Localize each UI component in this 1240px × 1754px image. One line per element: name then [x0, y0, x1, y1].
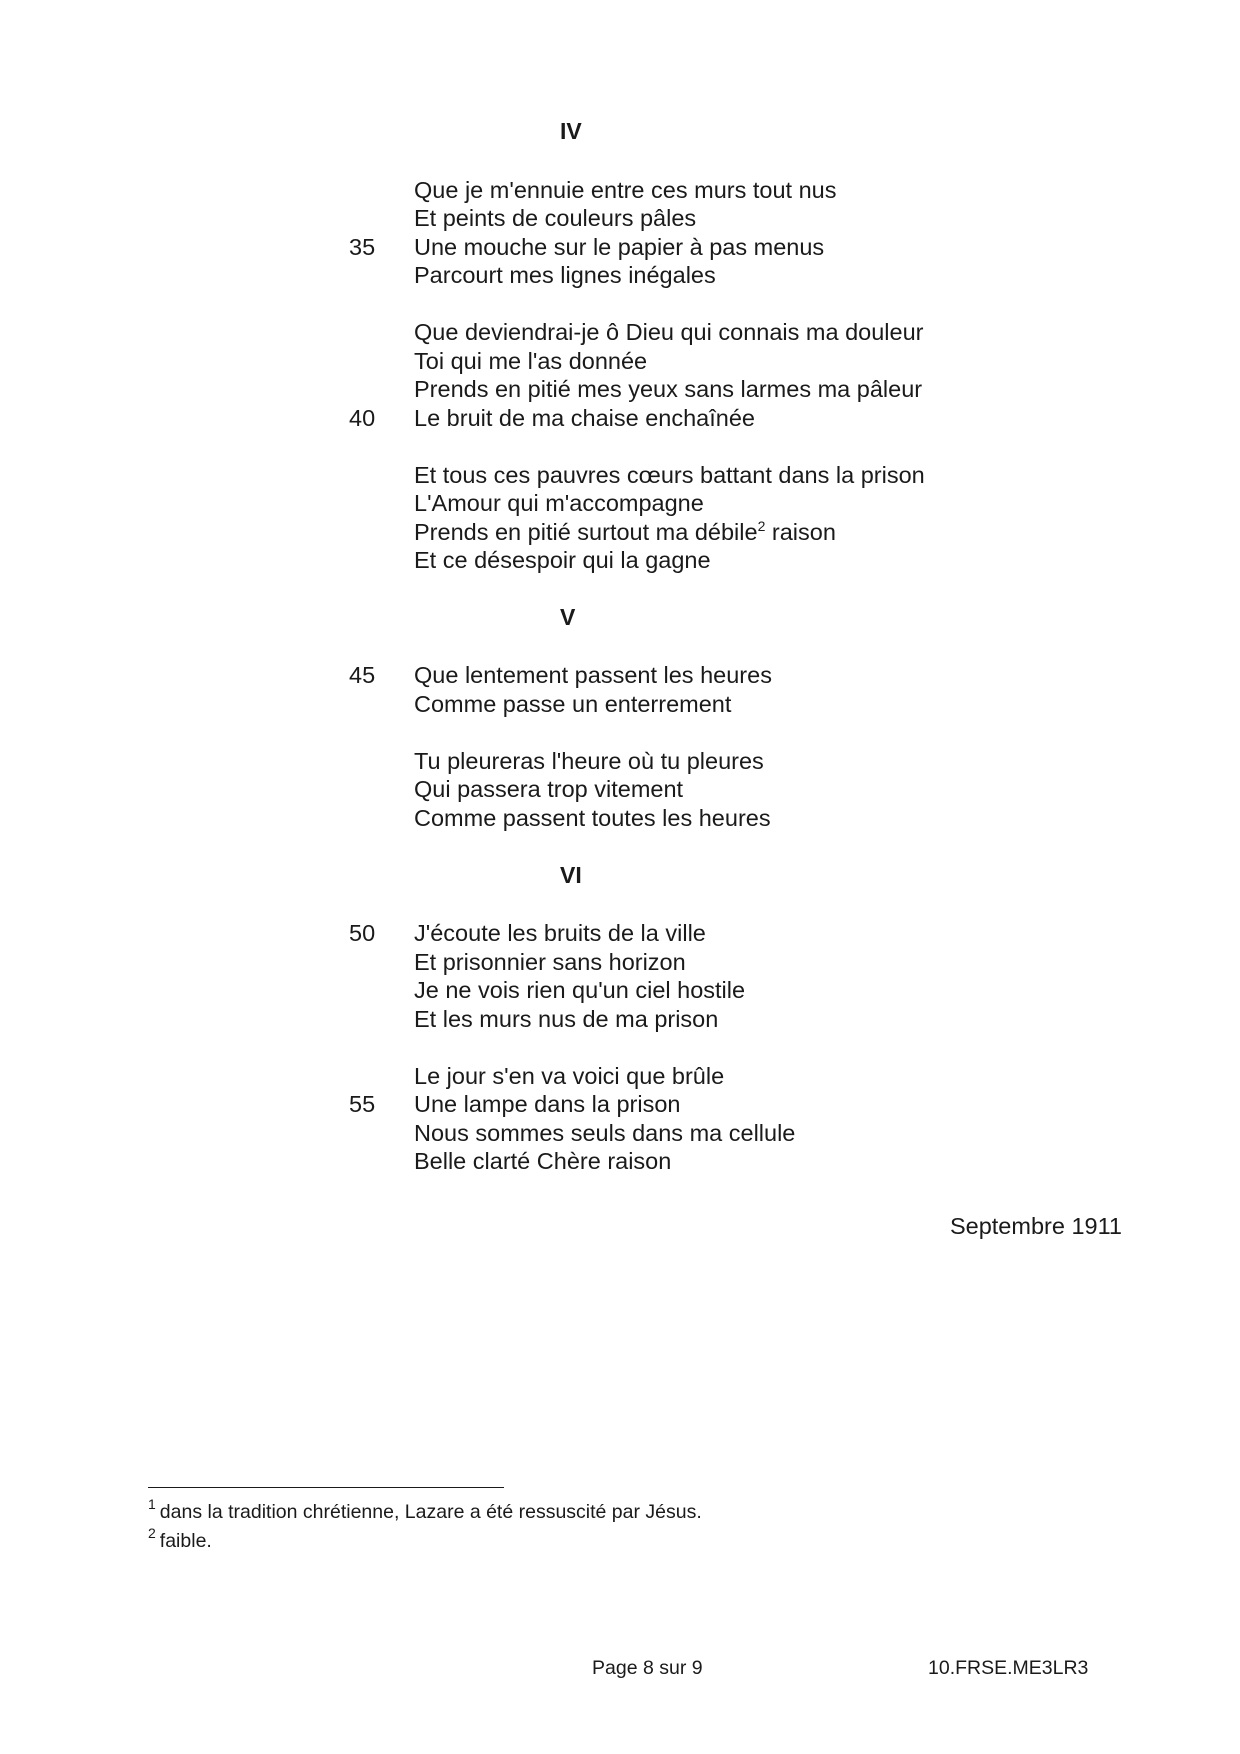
footnote-mark: 1	[148, 1496, 156, 1512]
line-number: 50	[349, 920, 376, 946]
poem-line: Que je m'ennuie entre ces murs tout nus	[414, 177, 837, 203]
poem-line: Une lampe dans la prison	[414, 1091, 681, 1117]
poem-line: Prends en pitié mes yeux sans larmes ma pâleur	[414, 376, 923, 402]
line-number: 35	[349, 234, 376, 260]
poem-line-text: Prends en pitié surtout ma débile	[414, 519, 758, 545]
line-number: 45	[349, 662, 376, 688]
poem-line: Et tous ces pauvres cœurs battant dans la prison	[414, 462, 925, 488]
poem-line: J'écoute les bruits de la ville	[414, 920, 706, 946]
poem-line: Le jour s'en va voici que brûle	[414, 1063, 725, 1089]
footnote-text: faible.	[159, 1530, 212, 1552]
page-number: Page 8 sur 9	[592, 1657, 703, 1679]
poem-line: Et peints de couleurs pâles	[414, 205, 697, 231]
poem-line: Et ce désespoir qui la gagne	[414, 547, 711, 573]
poem-line: Le bruit de ma chaise enchaînée	[414, 405, 755, 431]
poem-line: Que lentement passent les heures	[414, 662, 772, 688]
poem-line: Comme passent toutes les heures	[414, 805, 771, 831]
poem-line: Parcourt mes lignes inégales	[414, 262, 716, 288]
footnote-1	[148, 1496, 702, 1525]
footnote-divider	[148, 1487, 504, 1488]
poem-date: Septembre 1911	[949, 1213, 1122, 1239]
document-code: 10.FRSE.ME3LR3	[928, 1657, 1089, 1679]
poem-line: Et les murs nus de ma prison	[414, 1006, 719, 1032]
poem-line-text-after: raison	[765, 519, 836, 545]
poem-line: Qui passera trop vitement	[414, 776, 684, 802]
poem-line: Belle clarté Chère raison	[414, 1148, 672, 1174]
poem-line: Tu pleureras l'heure où tu pleures	[414, 748, 764, 774]
poem-line: Et prisonnier sans horizon	[414, 949, 686, 975]
poem-line: Une mouche sur le papier à pas menus	[414, 234, 825, 260]
line-number: 55	[349, 1091, 376, 1117]
poem-line: Je ne vois rien qu'un ciel hostile	[414, 977, 746, 1003]
poem-line: Comme passe un enterrement	[414, 691, 732, 717]
poem-line-with-footnote	[414, 518, 836, 546]
poem-line: Nous sommes seuls dans ma cellule	[414, 1120, 796, 1146]
footnote-2	[148, 1525, 212, 1554]
poem-line: Toi qui me l'as donnée	[414, 348, 648, 374]
footnote-text: dans la tradition chrétienne, Lazare a été ressuscité par Jésus.	[159, 1501, 702, 1523]
line-number: 40	[349, 405, 376, 431]
poem-line: Que deviendrai-je ô Dieu qui connais ma douleur	[414, 319, 924, 345]
footnote-ref: 2	[757, 518, 766, 534]
footnote-mark: 2	[148, 1525, 156, 1541]
poem-line: L'Amour qui m'accompagne	[414, 490, 704, 516]
